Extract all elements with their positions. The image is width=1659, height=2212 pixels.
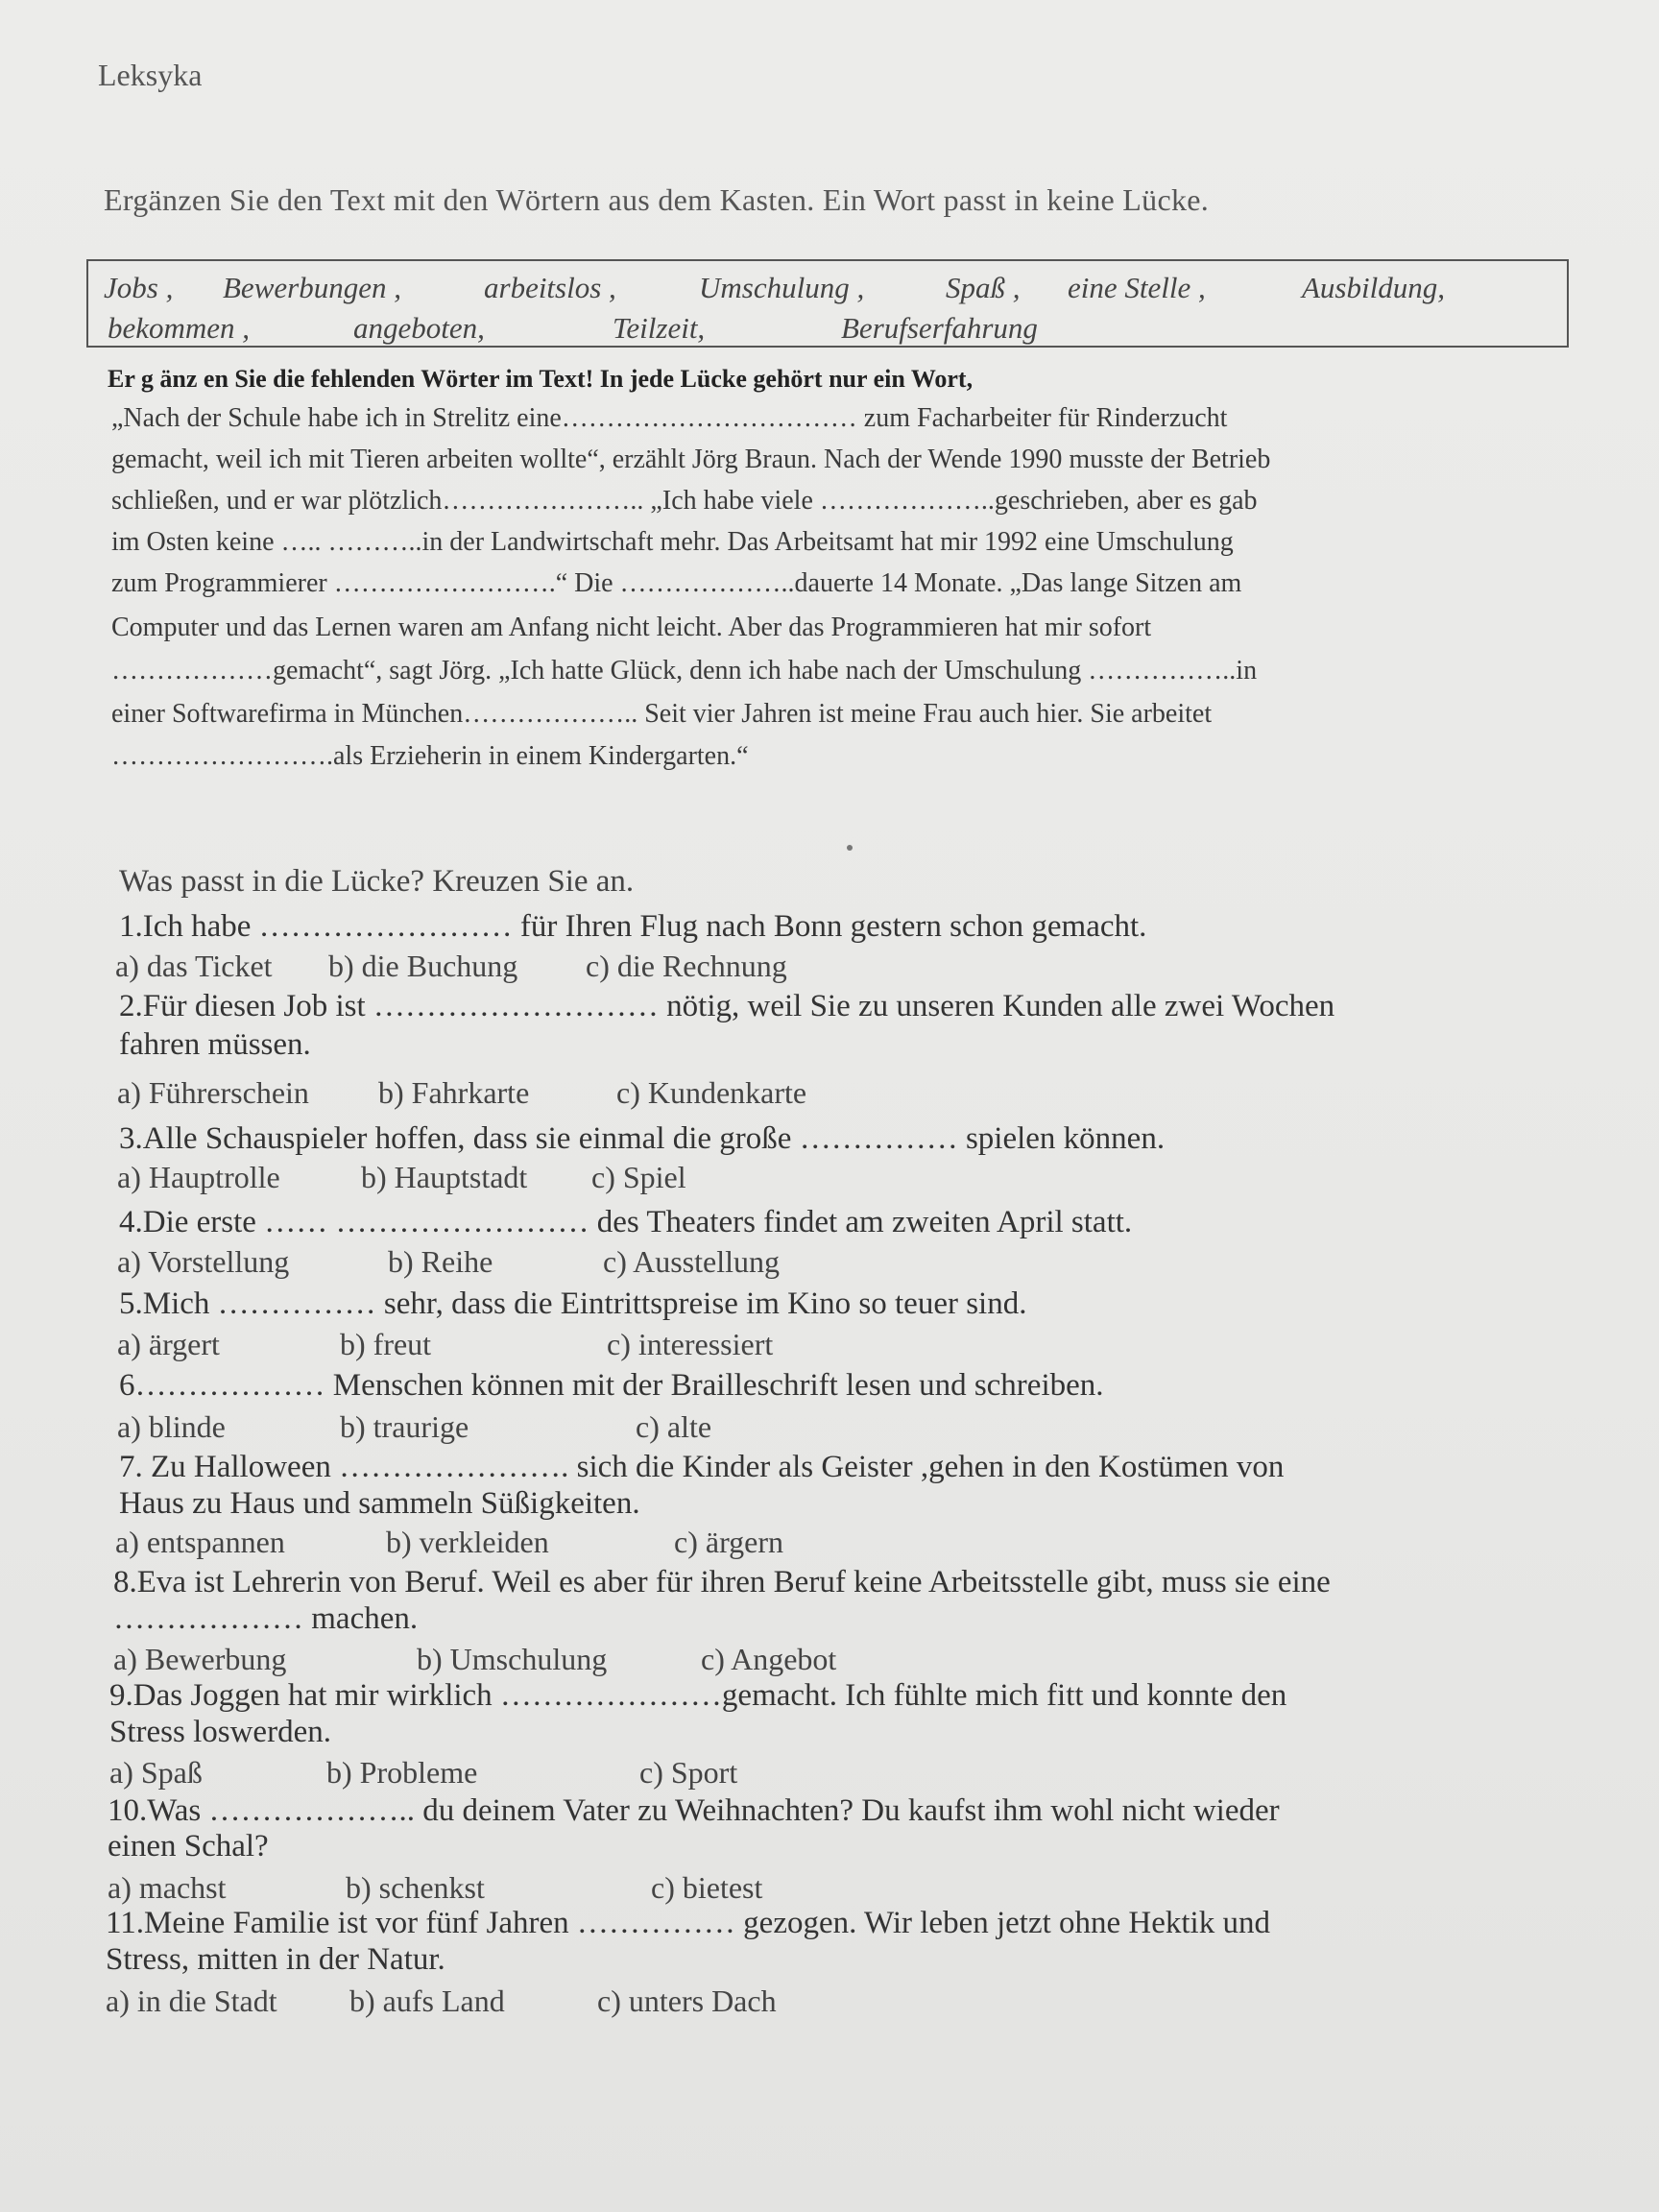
question-line: 8.Eva ist Lehrerin von Beruf. Weil es aber für ihren Beruf keine Arbeitsstelle gibt, muss sie eine [113, 1565, 1331, 1599]
word-box-item: Teilzeit, [613, 311, 706, 345]
answer-option[interactable]: b) Fahrkarte [378, 1075, 530, 1110]
word-box-item: Berufserfahrung [841, 311, 1038, 345]
answer-option[interactable]: c) alte [636, 1409, 712, 1444]
text-line: „Nach der Schule habe ich in Strelitz eine…………………………… zum Facharbeiter für Rinderzucht [111, 403, 1228, 433]
text-line: zum Programmierer …………………….“ Die ………………..dauerte 14 Monate. „Das lange Sitzen am [111, 568, 1242, 598]
answer-option[interactable]: a) Vorstellung [117, 1244, 290, 1279]
word-box-item: Ausbildung, [1302, 271, 1445, 304]
answer-option[interactable]: c) interessiert [607, 1327, 774, 1361]
stray-mark [847, 845, 853, 851]
question-line: Haus zu Haus und sammeln Süßigkeiten. [119, 1486, 640, 1521]
question-line: 11.Meine Familie ist vor fünf Jahren …………… gezogen. Wir leben jetzt ohne Hektik und [106, 1906, 1270, 1940]
answer-option[interactable]: b) freut [340, 1327, 432, 1361]
word-box-item: Jobs , [104, 271, 174, 304]
answer-option[interactable]: a) in die Stadt [106, 1984, 277, 2018]
answer-option[interactable]: b) aufs Land [349, 1984, 505, 2018]
word-box-item: arbeitslos , [484, 271, 616, 304]
page-title: Leksyka [98, 58, 203, 92]
question-line: Stress loswerden. [109, 1715, 331, 1749]
answer-option[interactable]: b) Umschulung [417, 1642, 608, 1676]
answer-option[interactable]: c) unters Dach [597, 1984, 777, 2018]
text-line: schließen, und er war plötzlich………………….. „Ich habe viele ………………..geschrieben, aber es gab [111, 486, 1258, 516]
answer-option[interactable]: b) die Buchung [328, 949, 518, 983]
question-line: 2.Für diesen Job ist ……………………… nötig, weil Sie zu unseren Kunden alle zwei Wochen [119, 989, 1335, 1023]
question-line: 1.Ich habe …………………… für Ihren Flug nach Bonn gestern schon gemacht. [119, 909, 1147, 944]
text-line: …………………….als Erzieherin in einem Kindergarten.“ [111, 741, 749, 771]
text-line: einer Softwarefirma in München……………….. Seit vier Jahren ist meine Frau auch hier. Sie arbeitet [111, 699, 1213, 729]
answer-option[interactable]: c) ärgern [674, 1525, 783, 1559]
answer-option[interactable]: b) Reihe [388, 1244, 493, 1279]
question-line: 7. Zu Halloween …………………. sich die Kinder als Geister ,gehen in den Kostümen von [119, 1450, 1285, 1484]
question-line: 3.Alle Schauspieler hoffen, dass sie einmal die große …………… spielen können. [119, 1121, 1166, 1156]
word-box-item: Spaß , [946, 271, 1021, 304]
answer-option[interactable]: a) Führerschein [117, 1075, 309, 1110]
question-line: 4.Die erste …… …………………… des Theaters findet am zweiten April statt. [119, 1205, 1133, 1239]
word-box [86, 259, 1569, 348]
question-line: Stress, mitten in der Natur. [106, 1942, 445, 1977]
answer-option[interactable]: b) Hauptstadt [361, 1160, 528, 1194]
question-line: 5.Mich …………… sehr, dass die Eintrittspreise im Kino so teuer sind. [119, 1286, 1027, 1321]
question-line: 10.Was ……………….. du deinem Vater zu Weihnachten? Du kaufst ihm wohl nicht wieder [108, 1793, 1280, 1828]
question-line: fahren müssen. [119, 1027, 311, 1062]
answer-option[interactable]: b) schenkst [346, 1870, 485, 1905]
answer-option[interactable]: a) ärgert [117, 1327, 220, 1361]
word-box-item: Bewerbungen , [223, 271, 401, 304]
answer-option[interactable]: c) Angebot [701, 1642, 837, 1676]
text-line: ………………gemacht“, sagt Jörg. „Ich hatte Glück, denn ich habe nach der Umschulung ……………..in [111, 656, 1258, 685]
answer-option[interactable]: a) entspannen [115, 1525, 285, 1559]
question-line: ……………… machen. [113, 1601, 419, 1636]
answer-option[interactable]: c) die Rechnung [586, 949, 787, 983]
text-line: im Osten keine ….. ………..in der Landwirtschaft mehr. Das Arbeitsamt hat mir 1992 eine Umschulung [111, 527, 1234, 557]
answer-option[interactable]: a) Hauptrolle [117, 1160, 280, 1194]
question-line: einen Schal? [108, 1829, 269, 1863]
answer-option[interactable]: a) das Ticket [115, 949, 273, 983]
answer-option[interactable]: c) bietest [651, 1870, 763, 1905]
exercise2-instruction: Was passt in die Lücke? Kreuzen Sie an. [119, 864, 635, 899]
question-line: 9.Das Joggen hat mir wirklich …………………gemacht. Ich fühlte mich fitt und konnte den [109, 1678, 1287, 1713]
answer-option[interactable]: b) Probleme [326, 1755, 478, 1790]
answer-option[interactable]: a) blinde [117, 1409, 226, 1444]
answer-option[interactable]: c) Kundenkarte [616, 1075, 807, 1110]
question-line: 6……………… Menschen können mit der Brailleschrift lesen und schreiben. [119, 1368, 1104, 1403]
word-box-item: eine Stelle , [1068, 271, 1206, 304]
answer-option[interactable]: a) Spaß [109, 1755, 203, 1790]
word-box-item: angeboten, [353, 311, 485, 345]
exercise1-subinstruction: Er g änz en Sie die fehlenden Wörter im Text! In jede Lücke gehört nur ein Wort, [108, 365, 974, 393]
answer-option[interactable]: c) Ausstellung [603, 1244, 780, 1279]
answer-option[interactable]: a) machst [108, 1870, 227, 1905]
text-line: gemacht, weil ich mit Tieren arbeiten wollte“, erzählt Jörg Braun. Nach der Wende 1990 musste der Betrieb [111, 445, 1271, 474]
word-box-item: bekommen , [108, 311, 251, 345]
answer-option[interactable]: c) Sport [639, 1755, 738, 1790]
text-line: Computer und das Lernen waren am Anfang nicht leicht. Aber das Programmieren hat mir sofort [111, 613, 1152, 642]
answer-option[interactable]: b) traurige [340, 1409, 469, 1444]
word-box-item: Umschulung , [699, 271, 865, 304]
exercise1-instruction: Ergänzen Sie den Text mit den Wörtern aus dem Kasten. Ein Wort passt in keine Lücke. [104, 182, 1210, 217]
answer-option[interactable]: b) verkleiden [386, 1525, 549, 1559]
answer-option[interactable]: c) Spiel [591, 1160, 686, 1194]
answer-option[interactable]: a) Bewerbung [113, 1642, 287, 1676]
